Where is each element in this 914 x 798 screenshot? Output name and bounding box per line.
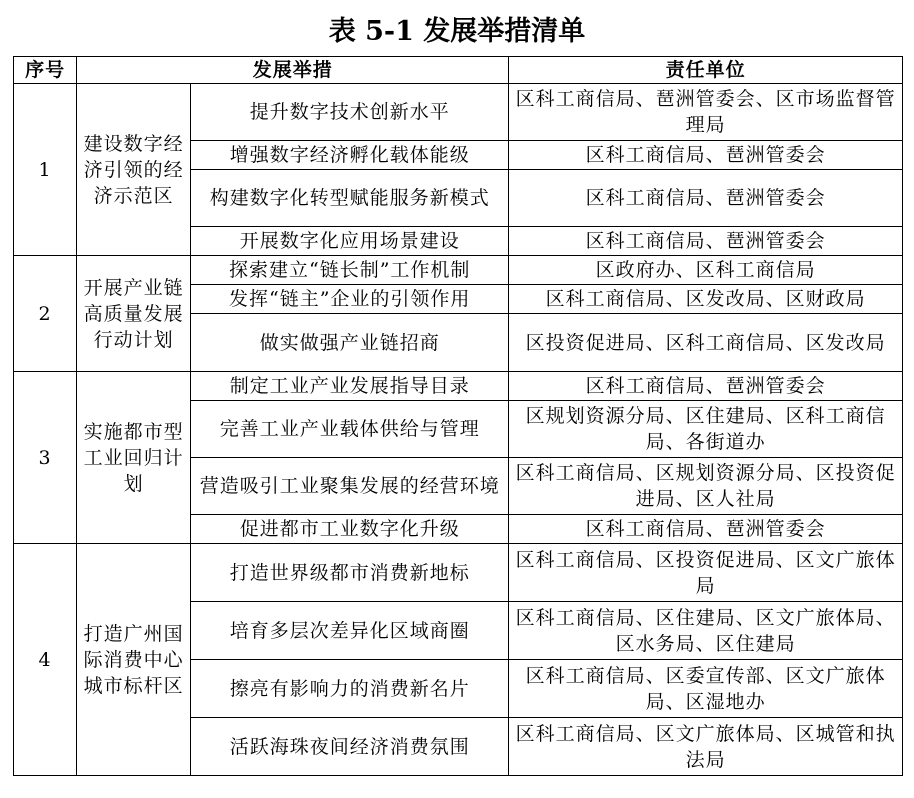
table-row: [14, 84, 903, 141]
table-title: 表 5-1 发展举措清单: [328, 16, 586, 47]
unit-cell: 区科工商信局、区投资促进局、区文广旅体局: [509, 544, 903, 602]
measure-cell: 完善工业产业载体供给与管理: [191, 401, 509, 458]
header-row: [14, 57, 903, 84]
measure-cell: 培育多层次差异化区域商圈: [191, 602, 509, 660]
unit-cell: 区科工商信局、琶洲管委会: [509, 227, 903, 256]
unit-cell: 区科工商信局、区文广旅体局、区城管和执法局: [509, 718, 903, 776]
unit-cell: 区投资促进局、区科工商信局、区发改局: [509, 314, 903, 372]
group-area: 实施都市型工业回归计划: [77, 372, 191, 544]
measure-cell: 制定工业产业发展指导目录: [191, 372, 509, 401]
group-area: 开展产业链高质量发展行动计划: [77, 256, 191, 372]
table-row: [14, 372, 903, 401]
unit-cell: 区科工商信局、区委宣传部、区文广旅体局、区湿地办: [509, 660, 903, 718]
table-row: [14, 256, 903, 285]
header-measure: 发展举措: [77, 57, 509, 84]
measure-cell: 营造吸引工业聚集发展的经营环境: [191, 458, 509, 515]
measure-cell: 活跃海珠夜间经济消费氛围: [191, 718, 509, 776]
group-number: 3: [14, 372, 77, 544]
unit-cell: 区科工商信局、琶洲管委会: [509, 372, 903, 401]
group-area: 打造广州国际消费中心城市标杆区: [77, 544, 191, 776]
unit-cell: 区科工商信局、区规划资源分局、区投资促进局、区人社局: [509, 458, 903, 515]
unit-cell: 区规划资源分局、区住建局、区科工商信局、各街道办: [509, 401, 903, 458]
unit-cell: 区科工商信局、琶洲管委会: [509, 170, 903, 227]
measure-cell: 提升数字技术创新水平: [191, 84, 509, 141]
measure-cell: 擦亮有影响力的消费新名片: [191, 660, 509, 718]
measure-cell: 探索建立“链长制”工作机制: [191, 256, 509, 285]
header-number: 序号: [14, 57, 77, 84]
measure-cell: 做实做强产业链招商: [191, 314, 509, 372]
unit-cell: 区政府办、区科工商信局: [509, 256, 903, 285]
measure-cell: 开展数字化应用场景建设: [191, 227, 509, 256]
unit-cell: 区科工商信局、琶洲管委会: [509, 515, 903, 544]
group-number: 4: [14, 544, 77, 776]
group-number: 2: [14, 256, 77, 372]
group-area: 建设数字经济引领的经济示范区: [77, 84, 191, 256]
header-unit: 责任单位: [509, 57, 903, 84]
measure-cell: 促进都市工业数字化升级: [191, 515, 509, 544]
measure-cell: 发挥“链主”企业的引领作用: [191, 285, 509, 314]
measure-cell: 构建数字化转型赋能服务新模式: [191, 170, 509, 227]
unit-cell: 区科工商信局、琶洲管委会: [509, 141, 903, 170]
measure-cell: 打造世界级都市消费新地标: [191, 544, 509, 602]
measures-table: [13, 56, 903, 776]
table-row: [14, 544, 903, 602]
unit-cell: 区科工商信局、琶洲管委会、区市场监督管理局: [509, 84, 903, 141]
measure-cell: 增强数字经济孵化载体能级: [191, 141, 509, 170]
unit-cell: 区科工商信局、区发改局、区财政局: [509, 285, 903, 314]
unit-cell: 区科工商信局、区住建局、区文广旅体局、区水务局、区住建局: [509, 602, 903, 660]
group-number: 1: [14, 84, 77, 256]
